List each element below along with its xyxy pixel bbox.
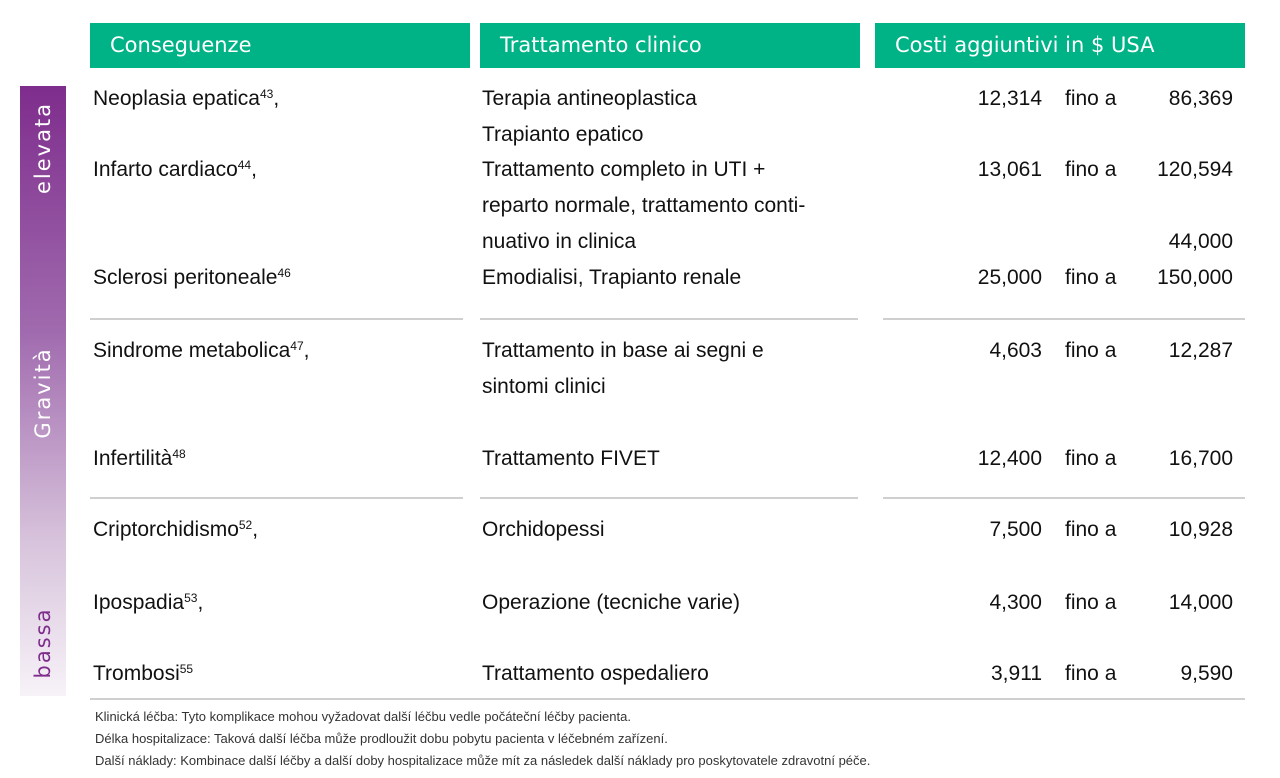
footnote: Délka hospitalizace: Taková další léčba může prodloužit dobu pobytu pacienta v léčebném zařízení. [95, 731, 668, 746]
reference-number: 53 [184, 591, 198, 605]
section-divider [883, 497, 1245, 499]
severity-high-label: elevata [31, 101, 55, 195]
consequence-cell: Infarto cardiaco$^{44}$, [93, 158, 257, 181]
cost-from: 13,061 [977, 158, 1042, 181]
section-divider [480, 497, 858, 499]
cost-to: 9,590 [1180, 662, 1233, 685]
treatment-line: Trattamento in base ai segni e [482, 339, 764, 362]
severity-low-label: bassa [31, 607, 55, 679]
cost-separator: fino a [1065, 87, 1117, 110]
treatment-line: Trattamento ospedaliero [482, 662, 709, 685]
cost-to: 14,000 [1168, 591, 1233, 614]
consequence-cell: Sindrome metabolica$^{47}$, [93, 339, 310, 362]
cost-from: 7,500 [989, 518, 1042, 541]
treatment-line: nuativo in clinica [482, 230, 637, 253]
cost-separator: fino a [1065, 158, 1117, 181]
cost-from: 4,603 [989, 339, 1042, 362]
treatment-line: Orchidopessi [482, 518, 605, 541]
cost-separator: fino a [1065, 518, 1117, 541]
reference-number: 46 [277, 266, 291, 280]
reference-number: 55 [179, 662, 194, 676]
header-costs: Costi aggiuntivi in $ USA [875, 23, 1245, 68]
cost-from: 3,911 [991, 662, 1042, 685]
treatment-line: Trattamento FIVET [482, 447, 660, 470]
cost-separator: fino a [1065, 266, 1117, 289]
consequence-cell: Trombosi$^{55}$ [93, 662, 194, 685]
severity-axis-label: Gravità [31, 347, 55, 439]
cost-from: 4,300 [989, 591, 1042, 614]
reference-number: 47 [290, 339, 304, 353]
treatment-line: Trapianto epatico [482, 123, 644, 146]
table-bottom-rule [90, 698, 1245, 700]
treatment-line: Operazione (tecniche varie) [482, 591, 740, 614]
consequence-cell: Infertilità$^{48}$ [93, 447, 186, 470]
cost-to: 150,000 [1157, 266, 1233, 289]
consequence-cell: Criptorchidismo$^{52}$, [93, 518, 259, 541]
cost-from: 12,314 [977, 87, 1042, 110]
cost-separator: fino a [1065, 662, 1117, 685]
header-treatment: Trattamento clinico [480, 23, 860, 68]
consequence-cell: Ipospadia$^{53}$, [93, 591, 204, 614]
cost-separator: fino a [1065, 339, 1117, 362]
cost-separator: fino a [1065, 591, 1117, 614]
footnote: Další náklady: Kombinace další léčby a další doby hospitalizace může mít za následek další náklady pro poskytovatele zdravotní péče. [95, 753, 871, 768]
consequence-cell: Neoplasia epatica$^{43}$, [93, 87, 280, 110]
section-divider [90, 497, 463, 499]
cost-to: 10,928 [1168, 518, 1233, 541]
treatment-line: sintomi clinici [482, 375, 606, 398]
treatment-line: Terapia antineoplastica [482, 87, 697, 110]
reference-number: 52 [238, 518, 253, 532]
consequence-cell: Sclerosi peritoneale$^{46}$ [93, 266, 291, 289]
reference-number: 44 [237, 158, 252, 172]
section-divider [90, 318, 463, 320]
treatment-line: Emodialisi, Trapianto renale [482, 266, 742, 289]
reference-number: 48 [172, 447, 186, 461]
section-divider [480, 318, 858, 320]
treatment-line: Trattamento completo in UTI + [482, 158, 766, 181]
header-consequences: Conseguenze [90, 23, 470, 68]
treatment-line: reparto normale, trattamento conti- [482, 194, 806, 217]
cost-to: 120,594 [1157, 158, 1233, 181]
cost-from: 12,400 [977, 447, 1042, 470]
cost-to: 16,700 [1168, 447, 1233, 470]
section-divider [883, 318, 1245, 320]
cost-to: 86,369 [1168, 87, 1233, 110]
cost-from: 25,000 [977, 266, 1042, 289]
reference-number: 43 [259, 87, 274, 101]
cost-separator: fino a [1065, 447, 1117, 470]
cost-to: 12,287 [1168, 339, 1233, 362]
footnote: Klinická léčba: Tyto komplikace mohou vyžadovat další léčbu vedle počáteční léčby pacienta. [95, 709, 631, 724]
cost-extra: 44,000 [1168, 230, 1233, 253]
